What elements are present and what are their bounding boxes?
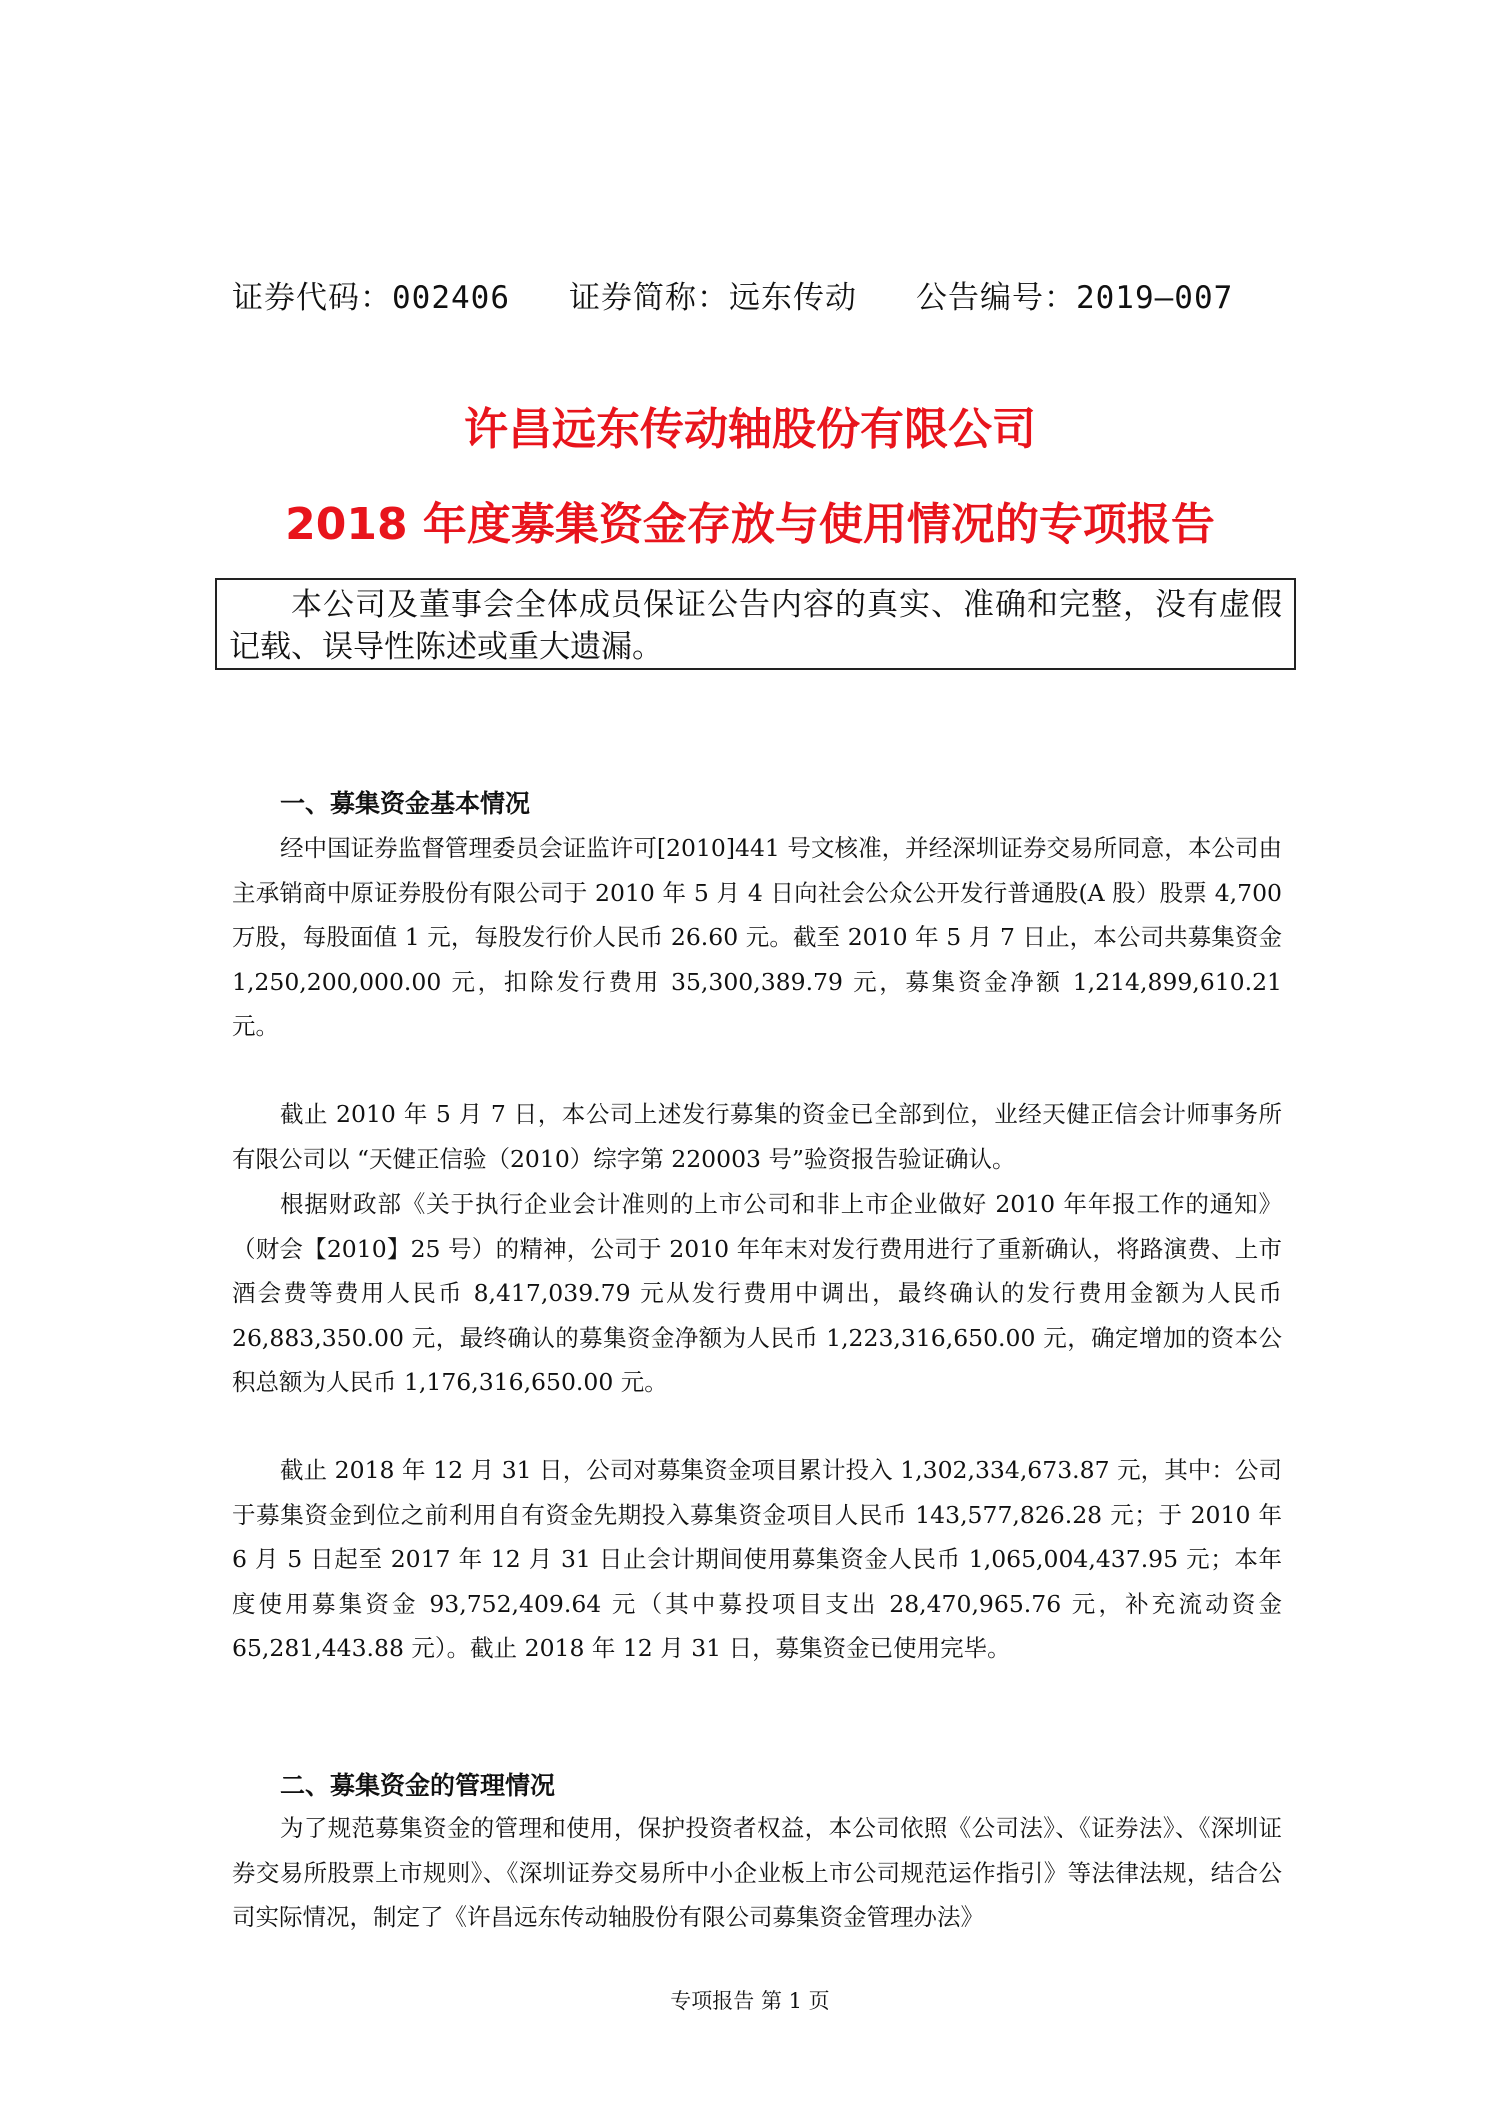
paragraph-basic-info-2: 截止 2010 年 5 月 7 日，本公司上述发行募集的资金已全部到位，业经天健正信会计师事务所有限公司以 “天健正信验（2010）综字第 220003 号”验资报告验证确认。 bbox=[232, 1100, 1282, 1173]
security-abbr-value: 远东传动 bbox=[728, 280, 857, 316]
security-code-label: 证券代码： bbox=[232, 280, 392, 316]
security-code-value: 002406 bbox=[392, 280, 510, 316]
security-abbr-label: 证券简称： bbox=[568, 280, 729, 316]
company-title: 许昌远东传动轴股份有限公司 bbox=[464, 404, 1036, 455]
board-guarantee-notice: 本公司及董事会全体成员保证公告内容的真实、准确和完整，没有虚假记载、误导性陈述或重大遗漏。 bbox=[215, 578, 1296, 670]
section-heading-basic-info: 一、募集资金基本情况 bbox=[280, 789, 531, 818]
page-footer: 专项报告 第 1 页 bbox=[670, 1989, 830, 2013]
paragraph-basic-info-4: 截止 2018 年 12 月 31 日，公司对募集资金项目累计投入 1,302,334,673.87 元，其中：公司于募集资金到位之前利用自有资金先期投入募集资金项目人民币 143,577,826.28 元；于 2010 年 6 月 5 日起至 2017 年 12 月 31 日止会计期间使用募集资金人民币 1,065,004,437.95 元；本年度使用募集资金 93,752,409.64 元（其中募投项目支出 28,470,965.76 元，补充流动资金 65,281,443.88 元）。截止 2018 年 12 月 31 日，募集资金已使用完毕。 bbox=[232, 1456, 1282, 1663]
paragraph-basic-info-3: 根据财政部《关于执行企业会计准则的上市公司和非上市企业做好 2010 年年报工作的通知》（财会【2010】25 号）的精神，公司于 2010 年年末对发行费用进行了重新确认，将路演费、上市酒会费等费用人民币 8,417,039.79 元从发行费用中调出，最终确认的发行费用金额为人民币 26,883,350.00 元，最终确认的募集资金净额为人民币 1,223,316,650.00 元，确定增加的资本公积总额为人民币 1,176,316,650.00 元。 bbox=[232, 1190, 1282, 1397]
report-title: 2018 年度募集资金存放与使用情况的专项报告 bbox=[285, 499, 1215, 550]
notice-number-value: 2019—007 bbox=[1075, 280, 1234, 316]
paragraph-management-1: 为了规范募集资金的管理和使用，保护投资者权益，本公司依照《公司法》、《证券法》、《深圳证券交易所股票上市规则》、《深圳证券交易所中小企业板上市公司规范运作指引》等法律法规，结合公司实际情况，制定了《许昌远东传动轴股份有限公司募集资金管理办法》 bbox=[232, 1814, 1282, 1932]
document-header bbox=[232, 272, 1332, 317]
section-heading-management: 二、募集资金的管理情况 bbox=[280, 1771, 556, 1800]
notice-number-label: 公告编号： bbox=[915, 280, 1076, 316]
paragraph-basic-info-1: 经中国证券监督管理委员会证监许可[2010]441 号文核准，并经深圳证券交易所同意，本公司由主承销商中原证券股份有限公司于 2010 年 5 月 4 日向社会公众公开发行普通股(A 股）股票 4,700 万股，每股面值 1 元，每股发行价人民币 26.60 元。截至 2010 年 5 月 7 日止，本公司共募集资金 1,250,200,000.00 元，扣除发行费用 35,300,389.79 元，募集资金净额 1,214,899,610.21 元。 bbox=[232, 834, 1282, 1041]
